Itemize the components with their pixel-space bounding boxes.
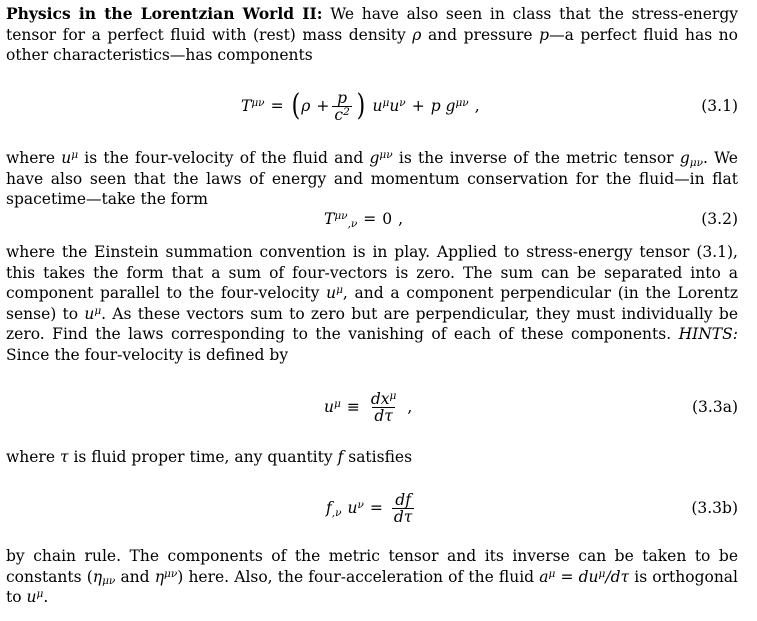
intro-paragraph [6, 4, 738, 66]
equation-3-3a [6, 387, 738, 427]
equation-3-2-tag: (3.2) [701, 210, 738, 228]
after-eq2-paragraph: where the Einstein summation convention is in play. Applied to stress-energy tensor (3.1), this takes the form that a sum of four-vectors is zero. The sum can be separated into a component parallel to the four-velocity $u^\mu$, and a component perpendicular (in the Lorentz sense) to $u^\mu$. As these vectors sum to zero but are perpendicular, they must individually be zero. Find the laws corresponding to the vanishing of each of these components. HINTS: Since the four-velocity is defined by [6, 243, 739, 364]
equation-3-1-body: $T^{\mu\nu}$ = ( ρ + $\frac{p}{c^2}$ ) $u^\mu u^\nu$ + p $g^{\mu\nu}$ , [241, 88, 480, 124]
final-paragraph: by chain rule. The components of the metric tensor and its inverse can be taken to be constants ($\eta_{\mu\nu}$ and $\eta^{\mu\nu}$) here. Also, the four-acceleration of the fluid $a^\mu = du^\mu/d\tau$ is orthogonal to $u^\mu$. [6, 547, 739, 607]
equation-3-1-tag: (3.1) [701, 97, 738, 115]
equation-3-3b-tag: (3.3b) [691, 499, 738, 517]
equation-3-3a-body: $u^\mu$ ≡ $\frac{dx^\mu}{d\tau}$ , [324, 389, 413, 425]
equation-3-3b-body: $f_{,\nu}$ $u^\nu$ = $\frac{df}{d\tau}$ [326, 490, 413, 526]
after-eq1-paragraph: where $u^\mu$ is the four-velocity of the fluid and $g^{\mu\nu}$ is the inverse of the metric tensor $g_{\mu\nu}$. We have also seen that the laws of energy and momentum conservation for the fluid—in flat spacetime—take the form [6, 149, 738, 209]
intro-text: We have also seen in class that the stress-energy tensor for a perfect fluid with (rest) mass density ρ and pressure p—a perfect fluid has no other characteristics—has components [6, 5, 739, 65]
problem-heading: Physics in the Lorentzian World II: [6, 4, 323, 23]
equation-3-2 [6, 200, 738, 238]
equation-3-3b [6, 488, 738, 528]
after-eq3a-paragraph: where τ is fluid proper time, any quantity f satisfies [6, 448, 413, 466]
hints-label: HINTS: [678, 325, 738, 344]
equation-3-1 [6, 86, 738, 126]
equation-3-3a-tag: (3.3a) [692, 398, 738, 416]
equation-3-2-body: $T^{\mu\nu}_{,\nu}$ = 0 , [324, 210, 404, 230]
